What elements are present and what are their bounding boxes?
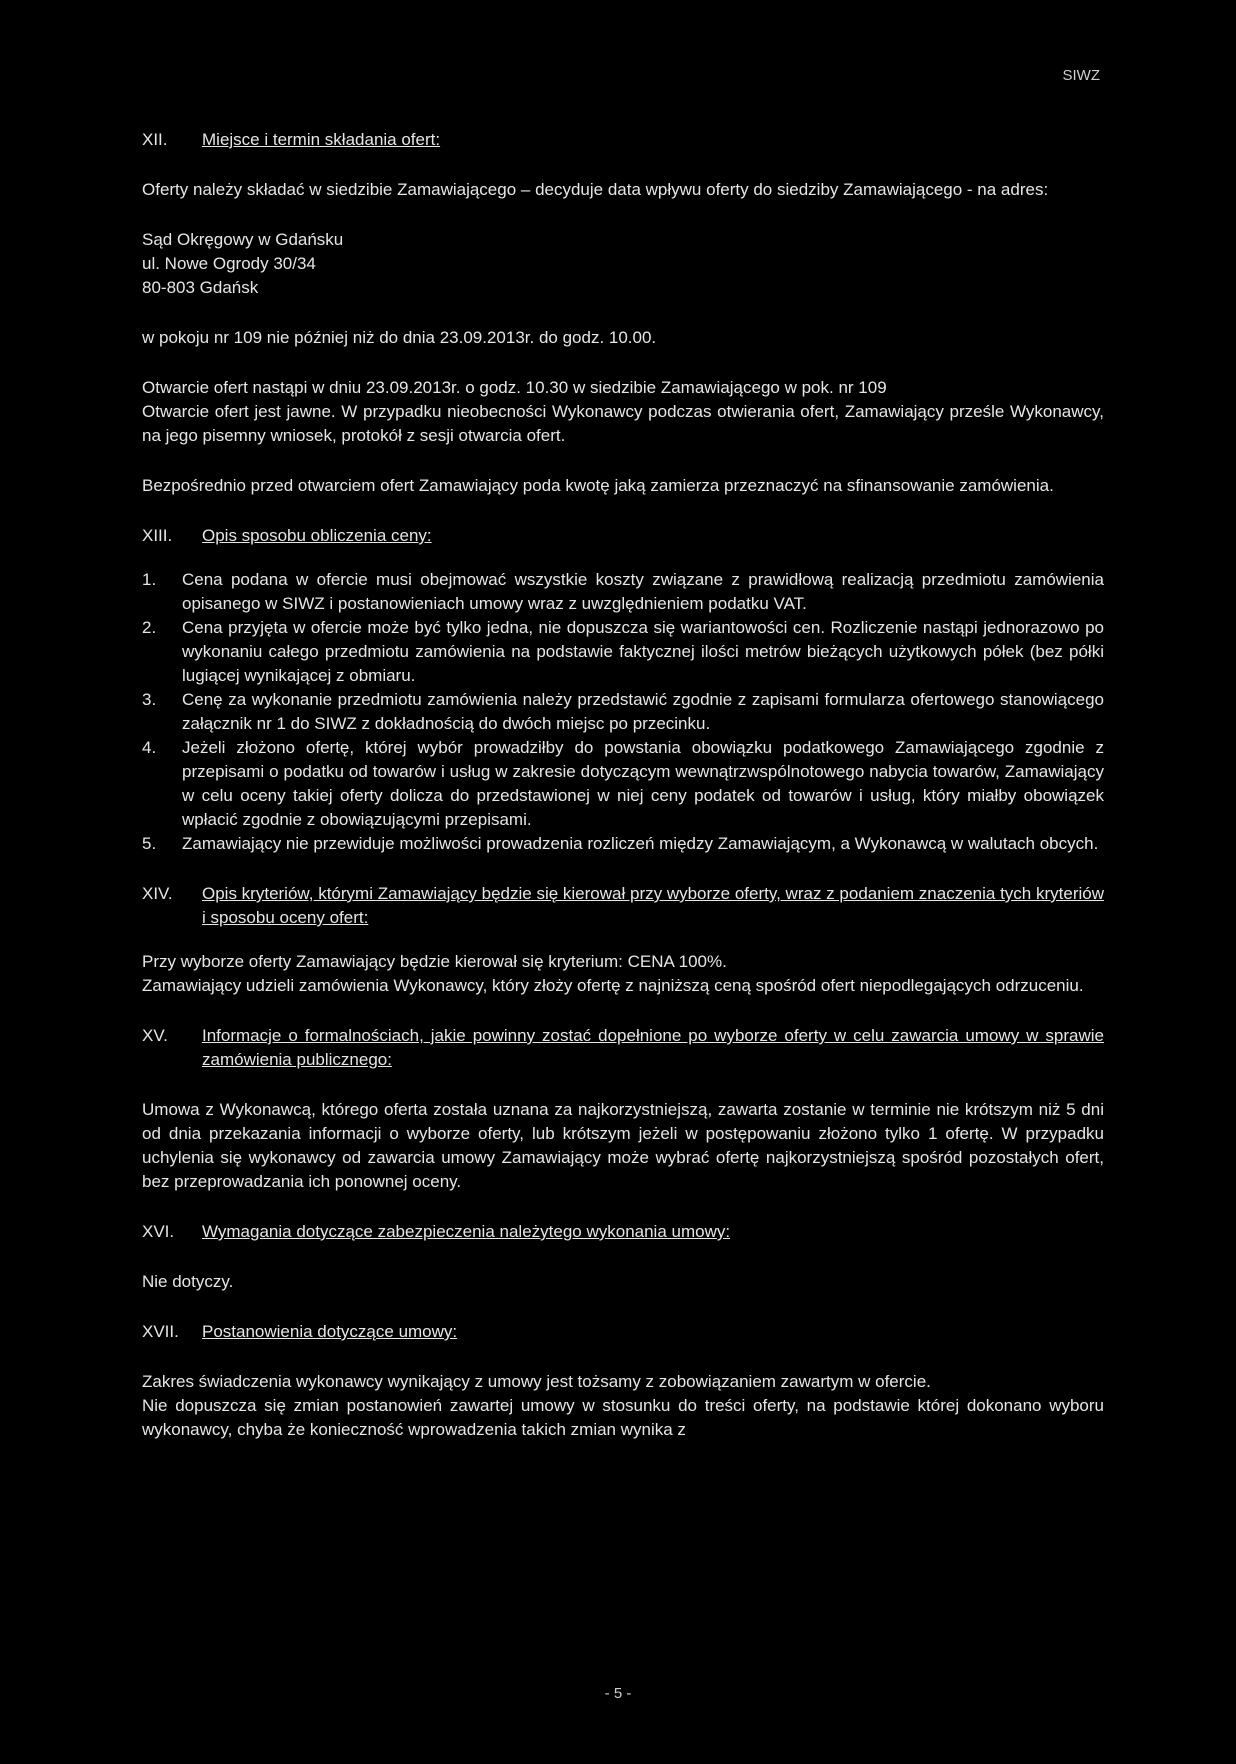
list-number: 3. — [142, 690, 157, 709]
section-number: XVII. — [142, 1322, 179, 1341]
section-title: Opis kryteriów, którymi Zamawiający będzie się kierował przy wyborze oferty, wraz z podaniem znaczenia tych kryteriów i sposobu oceny ofert: — [202, 884, 1104, 927]
list-text: Cena przyjęta w ofercie może być tylko jedna, nie dopuszcza się wariantowości cen. Rozliczenie nastąpi jednorazowo po wykonaniu całego przedmiotu zamówienia na podstawie faktycznej ilości metrów bieżących użytkowych półek (bez półki lugiącej wynikającej z obmiaru. — [182, 618, 1104, 685]
paragraph: Oferty należy składać w siedzibie Zamawiającego – decyduje data wpływu oferty do siedziby Zamawiającego - na adres: — [142, 180, 1049, 199]
list-item — [142, 616, 1104, 688]
paragraph: Nie dotyczy. — [142, 1272, 234, 1291]
address-line: ul. Nowe Ogrody 30/34 — [142, 254, 316, 273]
paragraph: Nie dopuszcza się zmian postanowień zawartej umowy w stosunku do treści oferty, na podstawie której dokonano wyboru wykonawcy, chyba że konieczność wprowadzenia takich zmian wynika z — [142, 1396, 1104, 1439]
section-title: Informacje o formalnościach, jakie powinny zostać dopełnione po wyborze oferty w celu zawarcia umowy w sprawie zamówienia publicznego: — [202, 1026, 1104, 1069]
list-text: Cenę za wykonanie przedmiotu zamówienia należy przedstawić zgodnie z zapisami formularza ofertowego stanowiącego załącznik nr 1 do SIWZ z dokładnością do dwóch miejsc po przecinku. — [182, 690, 1104, 733]
section-number: XII. — [142, 130, 168, 149]
section-title: Postanowienia dotyczące umowy: — [202, 1322, 458, 1341]
document-body — [142, 128, 1104, 1442]
section-13-heading — [142, 524, 1104, 548]
list-number: 4. — [142, 738, 157, 757]
section-17-heading — [142, 1320, 1104, 1344]
address-line: 80-803 Gdańsk — [142, 278, 259, 297]
paragraph: Bezpośrednio przed otwarciem ofert Zamawiający poda kwotę jaką zamierza przeznaczyć na sfinansowanie zamówienia. — [142, 476, 1054, 495]
section-number: XIII. — [142, 526, 173, 545]
section-title: Miejsce i termin składania ofert: — [202, 130, 441, 149]
paragraph: Zakres świadczenia wykonawcy wynikający z umowy jest tożsamy z zobowiązaniem zawartym w ofercie. — [142, 1372, 931, 1391]
section-14-heading — [142, 882, 1104, 930]
price-rules-list — [142, 568, 1104, 856]
list-number: 2. — [142, 618, 157, 637]
paragraph: Otwarcie ofert nastąpi w dniu 23.09.2013r. o godz. 10.30 w siedzibie Zamawiającego w pok. nr 109 — [142, 378, 887, 397]
list-item — [142, 736, 1104, 832]
section-12-heading — [142, 128, 1104, 152]
paragraph: Przy wyborze oferty Zamawiający będzie kierował się kryterium: CENA 100%. — [142, 952, 727, 971]
paragraph: Otwarcie ofert jest jawne. W przypadku nieobecności Wykonawcy podczas otwierania ofert, Zamawiający prześle Wykonawcy, na jego pisemny wniosek, protokół z sesji otwarcia ofert. — [142, 402, 1104, 445]
list-text: Cena podana w ofercie musi obejmować wszystkie koszty związane z prawidłową realizacją przedmiotu zamówienia opisanego w SIWZ i postanowieniach umowy wraz z uwzględnieniem podatku VAT. — [182, 570, 1104, 613]
address-line: Sąd Okręgowy w Gdańsku — [142, 230, 344, 249]
paragraph: Zamawiający udzieli zamówienia Wykonawcy, który złoży ofertę z najniższą ceną spośród ofert niepodlegających odrzuceniu. — [142, 976, 1084, 995]
section-15-heading — [142, 1024, 1104, 1072]
section-number: XIV. — [142, 884, 173, 903]
deadline-text: w pokoju nr 109 nie później niż do dnia 23.09.2013r. do godz. 10.00. — [142, 328, 657, 347]
list-text: Zamawiający nie przewiduje możliwości prowadzenia rozliczeń między Zamawiającym, a Wykonawcą w walutach obcych. — [182, 834, 1099, 853]
list-item — [142, 568, 1104, 616]
section-title: Wymagania dotyczące zabezpieczenia należytego wykonania umowy: — [202, 1222, 731, 1241]
list-number: 1. — [142, 570, 157, 589]
list-number: 5. — [142, 834, 157, 853]
section-title: Opis sposobu obliczenia ceny: — [202, 526, 432, 545]
section-number: XV. — [142, 1026, 168, 1045]
doc-code: SIWZ — [1062, 67, 1100, 84]
section-16-heading — [142, 1220, 1104, 1244]
list-item — [142, 832, 1104, 856]
list-text: Jeżeli złożono ofertę, której wybór prowadziłby do powstania obowiązku podatkowego Zamawiającego zgodnie z przepisami o podatku od towarów i usług w zakresie dotyczącym wewnątrzwspólnotowego nabycia towarów, Zamawiający w celu oceny takiej oferty dolicza do przedstawionej w niej ceny podatek od towarów i usług, który miałby obowiązek wpłacić zgodnie z obowiązującymi przepisami. — [182, 738, 1104, 829]
section-number: XVI. — [142, 1222, 175, 1241]
list-item — [142, 688, 1104, 736]
paragraph: Umowa z Wykonawcą, którego oferta została uznana za najkorzystniejszą, zawarta zostanie w terminie nie krótszym niż 5 dni od dnia przekazania informacji o wyborze oferty, lub krótszym jeżeli w postępowaniu złożono tylko 1 ofertę. W przypadku uchylenia się wykonawcy od zawarcia umowy Zamawiający może wybrać ofertę najkorzystniejszą spośród pozostałych ofert, bez przeprowadzania ich ponownej oceny. — [142, 1100, 1104, 1191]
page-number: - 5 - — [604, 1685, 632, 1702]
